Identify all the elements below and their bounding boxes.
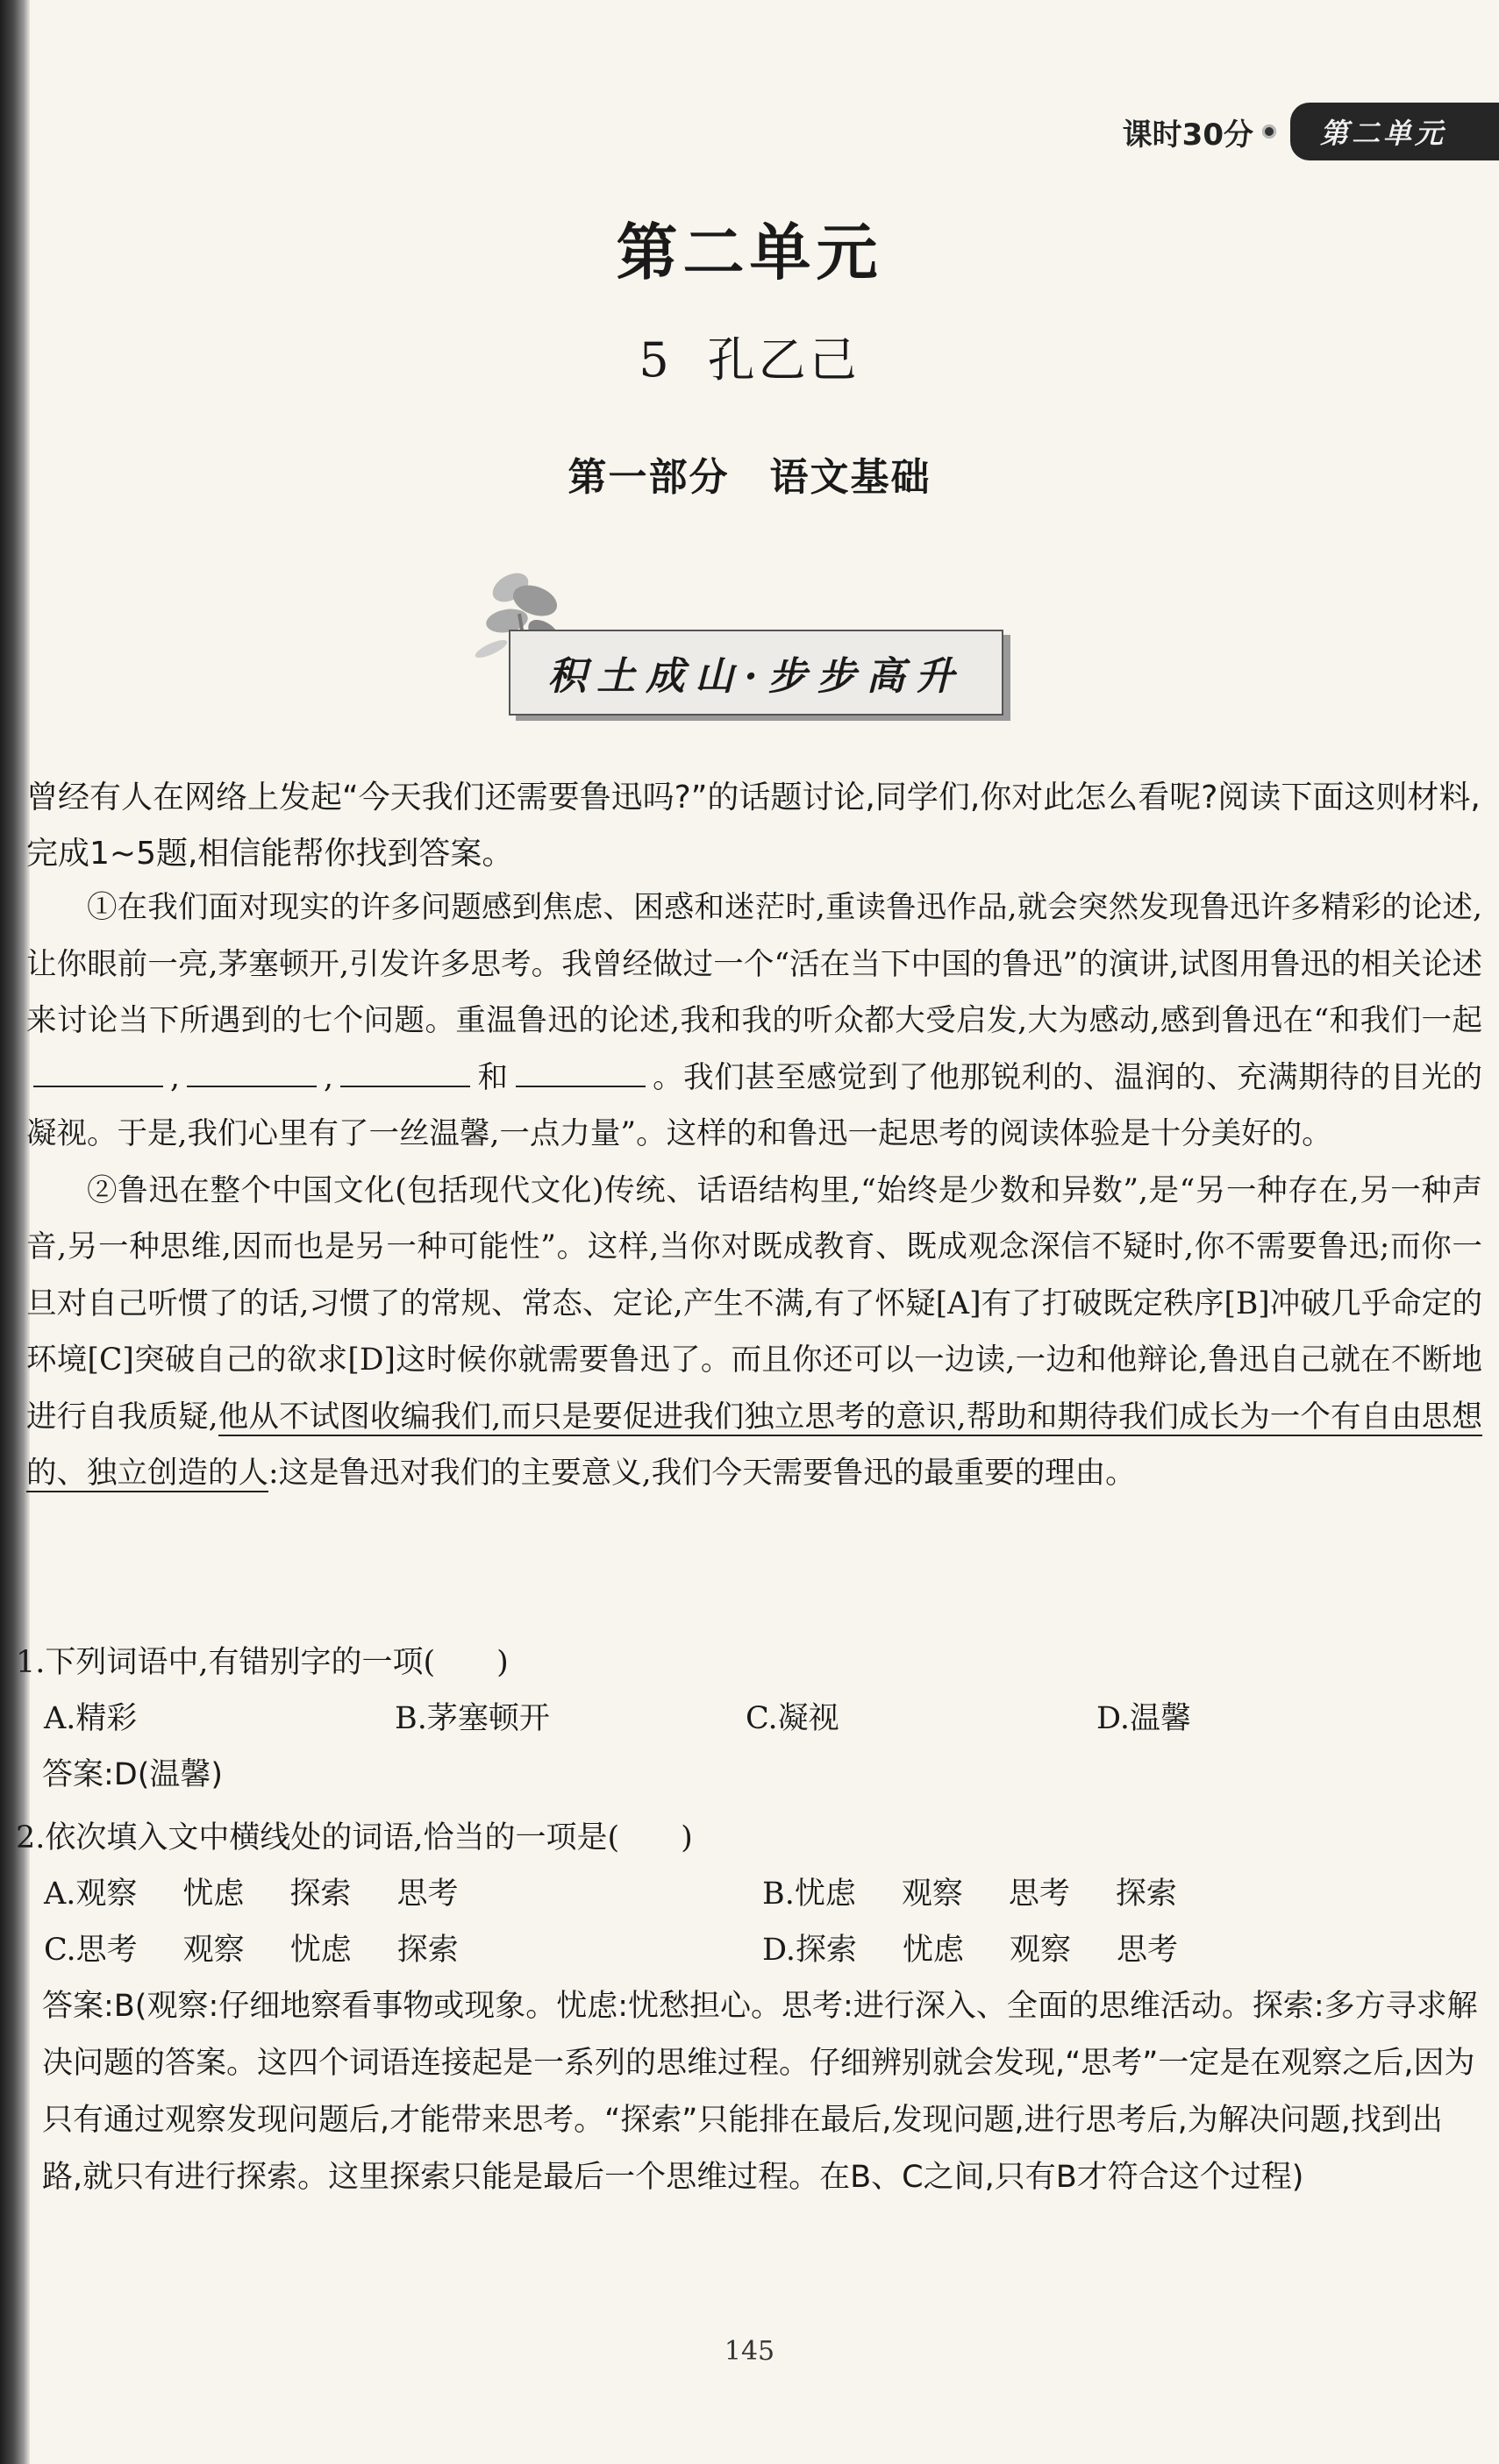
unit-tab: 第二单元 <box>1290 103 1499 160</box>
question-2-stem: 2.依次填入文中横线处的词语,恰当的一项是( ) <box>16 1820 693 1855</box>
part-title <box>0 445 1499 502</box>
option-c: C.思考 观察 忧虑 探索 <box>44 1933 459 1968</box>
page-number: 145 <box>724 2336 775 2367</box>
underlined-sentence: 他从不试图收编我们,而只是要促进我们独立思考的意识,帮助和期待我们成长为一个有自由思想的、独立创造的人 <box>26 1399 1482 1491</box>
part-name: 语文基础 <box>769 455 932 500</box>
reading-intro: 曾经有人在网络上发起“今天我们还需要鲁迅吗?”的话题讨论,同学们,你对此怎么看呢?阅读下面这则材料,完成1~5题,相信能帮你找到答案。 <box>26 780 1481 872</box>
option-d: D.探索 忧虑 观察 思考 <box>762 1933 1178 1968</box>
bullet-icon <box>1262 125 1276 139</box>
fill-blank-2 <box>187 1055 317 1087</box>
option-row <box>44 1922 1481 1978</box>
question-1-answer: 答案:D(温馨) <box>42 1757 224 1792</box>
question-2 <box>16 1810 1481 2206</box>
banner-text: 积土成山·步步高升 <box>547 654 965 699</box>
reading-passage <box>26 879 1482 1502</box>
option-d: D.温馨 <box>1096 1701 1191 1736</box>
question-2-options <box>16 1866 1481 1978</box>
option-row <box>44 1866 1481 1922</box>
lesson-title <box>0 323 1499 390</box>
option-b: B.茅塞顿开 <box>395 1701 550 1736</box>
passage-paragraph-2: ②鲁迅在整个中国文化(包括现代文化)传统、话语结构里,“始终是少数和异数”,是“另一种存在,另一种声音,另一种思维,因而也是另一种可能性”。这样,当你对既成教育、既成观念深信不疑时,你不需要鲁迅;而你一旦对自己听惯了的话,习惯了的常规、常态、定论,产生不满,有了怀疑[A]有了打破既定秩序[B]冲破几乎命定的环境[C]突破自己的欲求[D]这时候你就需要鲁迅了。而且你还可以一边读,一边和他辩论,鲁迅自己就在不断地进行自我质疑,他从不试图收编我们,而只是要促进我们独立思考的意识,帮助和期待我们成长为一个有自由思想的、独立创造的人:这是鲁迅对我们的主要意义,我们今天需要鲁迅的最重要的理由。 <box>26 1172 1482 1491</box>
lesson-name: 孔乙己 <box>707 332 860 388</box>
fill-blank-3 <box>340 1055 470 1087</box>
option-a: A.观察 忧虑 探索 思考 <box>44 1876 459 1912</box>
question-1 <box>16 1634 1481 1804</box>
section-banner <box>509 630 1003 716</box>
fill-blank-4 <box>516 1055 646 1087</box>
question-1-options <box>16 1691 1481 1747</box>
fill-blank-1 <box>33 1055 163 1087</box>
running-header <box>1060 103 1499 160</box>
option-b: B.忧虑 观察 思考 探索 <box>762 1876 1177 1912</box>
part-label: 第一部分 <box>567 455 730 500</box>
option-c: C.凝视 <box>746 1701 839 1736</box>
passage-paragraph-1: ①在我们面对现实的许多问题感到焦虑、困惑和迷茫时,重读鲁迅作品,就会突然发现鲁迅许多精彩的论述,让你眼前一亮,茅塞顿开,引发许多思考。我曾经做过一个“活在当下中国的鲁迅”的演讲,试图用鲁迅的相关论述来讨论当下所遇到的七个问题。重温鲁迅的论述,我和我的听众都大受启发,大为感动,感到鲁迅在“和我们一起, , 和 。我们甚至感觉到了他那锐利的、温润的、充满期待的目光的凝视。于是,我们心里有了一丝温馨,一点力量”。这样的和鲁迅一起思考的阅读体验是十分美好的。 <box>26 890 1482 1151</box>
question-1-stem: 1.下列词语中,有错别字的一项( ) <box>16 1645 509 1680</box>
option-a: A.精彩 <box>44 1701 138 1736</box>
lesson-number: 5 <box>639 332 673 388</box>
running-header-label: 课时30分 <box>1122 117 1253 153</box>
unit-title: 第二单元 <box>616 216 883 288</box>
question-2-answer: 答案:B(观察:仔细地察看事物或现象。忧虑:忧愁担心。思考:进行深入、全面的思维活动。探索:多方寻求解决问题的答案。这四个词语连接起是一系列的思维过程。仔细辨别就会发现,“思考”一定是在观察之后,因为只有通过观察发现问题后,才能带来思考。“探索”只能排在最后,发现问题,进行思考后,为解决问题,找到出路,就只有进行探索。这里探索只能是最后一个思维过程。在B、C之间,只有B才符合这个过程) <box>42 1989 1478 2195</box>
